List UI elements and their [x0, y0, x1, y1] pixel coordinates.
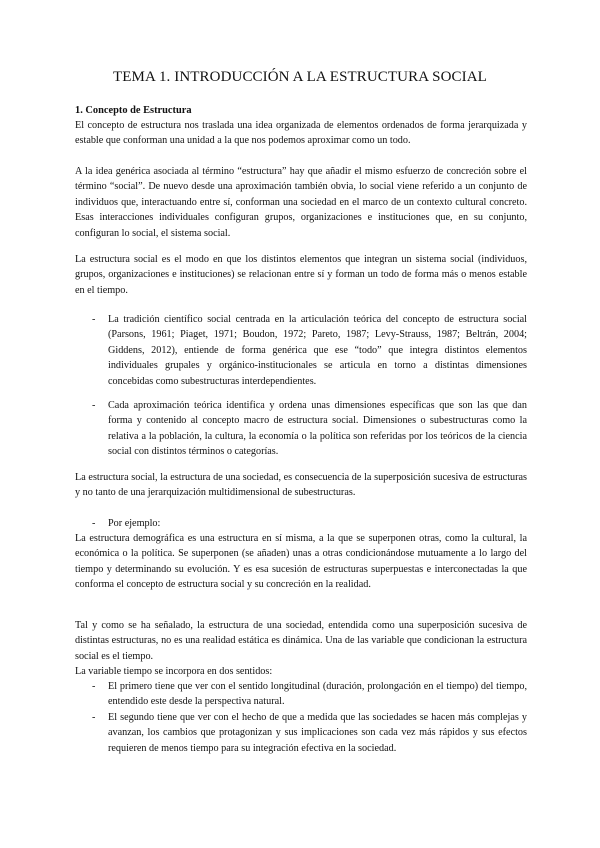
list-dash: -	[92, 314, 96, 325]
paragraph-social-concept: A la idea genérica asociada al término “estructura” hay que añadir el mismo esfuerzo de concreción sobre el término “social”. De nuevo desde una aproximación también obvia, lo social viene referido a un conjunto de individuos que, interactuando entre sí, conforman una sociedad en el marco de un contexto cultural concreto. Esas interacciones individuales configuran grupos, organizaciones e instituciones que, en su conjunto, configuran lo social, el sistema social.	[75, 166, 527, 239]
paragraph-superposition: La estructura social, la estructura de una sociedad, es consecuencia de la superposición sucesiva de estructuras y no tanto de una jerarquización multidimensional de subestructuras.	[75, 472, 527, 499]
list-item-text: La tradición científico social centrada en la articulación teórica del concepto de estructura social (Parsons, 1961; Piaget, 1971; Boudon, 1972; Pareto, 1987; Levy-Strauss, 1987; Beltrán, 2004; Giddens, 2012), entiende de forma genérica que ese “todo” que integra distintos elementos individuales grupales y orgánico-institucionales se articula en torno a distintas dimensiones concebidas como subestructuras interdependientes.	[108, 314, 527, 387]
list-item	[92, 516, 527, 531]
list-item-text: El primero tiene que ver con el sentido longitudinal (duración, prolongación en el tiempo) del tiempo, entendido este desde la perspectiva natural.	[108, 681, 527, 708]
list-item	[92, 679, 527, 710]
list-item-text: Cada aproximación teórica identifica y ordena unas dimensiones específicas que son las que dan forma y contenido al concepto macro de estructura social. Dimensiones o subestructuras como la relativa a la población, la cultura, la economía o la política son referidas por los teóricos de la ciencia social con distintos términos o categorías.	[108, 400, 527, 458]
list-dash: -	[92, 681, 96, 692]
paragraph-structure-concept: El concepto de estructura nos traslada una idea organizada de elementos ordenados de forma jerarquizada y estable que conforman una unidad a la que nos podemos aproximar como un todo.	[75, 120, 527, 147]
list-item-text: El segundo tiene que ver con el hecho de que a medida que las sociedades se hacen más complejas y avanzan, los cambios que protagonizan y sus implicaciones son cada vez más rápidos y sus efectos requieren de menos tiempo para su integración efectiva en la sociedad.	[108, 712, 527, 754]
list-item	[92, 398, 527, 460]
list-item-text: Por ejemplo:	[108, 518, 161, 529]
paragraph-time-variable: La variable tiempo se incorpora en dos sentidos:	[75, 666, 273, 677]
paragraph-demographic-example: La estructura demográfica es una estructura en sí misma, a la que se superponen otras, como la cultural, la económica o la política. Se superponen (se añaden) unas a otras condicionándose mutuamente a lo largo del tiempo y determinando su evolución. Y es esa sucesión de estructuras superpuestas e interconectadas la que conforma el concepto de estructura social y su concreción en la realidad.	[75, 533, 527, 591]
paragraph-social-structure-definition: La estructura social es el modo en que los distintos elementos que integran un sistema social (individuos, grupos, organizaciones e instituciones) se relacionan entre sí y forman un todo de forma más o menos estable en el tiempo.	[75, 254, 527, 296]
paragraph-dynamic-structure: Tal y como se ha señalado, la estructura de una sociedad, entendida como una superposición sucesiva de distintas estructuras, no es una realidad estática es dinámica. Una de las variable que condicionan la estructura social es el tiempo.	[75, 620, 527, 662]
section-heading: 1. Concepto de Estructura	[75, 105, 192, 116]
list-item	[92, 312, 527, 389]
list-dash: -	[92, 518, 96, 529]
list-dash: -	[92, 712, 96, 723]
page-title: TEMA 1. INTRODUCCIÓN A LA ESTRUCTURA SOCIAL	[113, 69, 487, 85]
list-item	[92, 710, 527, 756]
list-dash: -	[92, 400, 96, 411]
